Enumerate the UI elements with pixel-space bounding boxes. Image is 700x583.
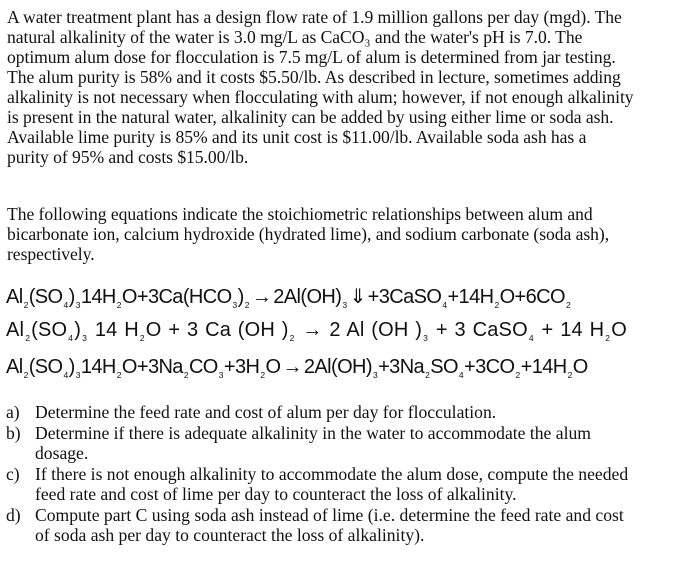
intro-line: optimum alum dose for flocculation is 7.5 mg/L of alum is determined from jar testing. [7,47,616,67]
question-line: dosage. [35,443,89,463]
eq-subscript: 2 [139,333,145,343]
eq-subscript: 2 [244,300,249,310]
eq-subscript: 2 [116,300,121,310]
eq-subscript: 4 [442,300,447,310]
eq-term: 14H [531,356,567,378]
eq-subscript: 4 [68,333,74,343]
eq-term: ) [68,356,75,378]
eq-subscript: 3 [218,370,223,380]
plus-sign: + [435,319,448,341]
eq-subscript: 2 [567,370,572,380]
eq-term: Al [6,319,25,341]
eq-subscript: 2 [605,333,611,343]
equations-intro-paragraph [7,204,697,264]
question-label: a) [6,402,20,422]
equation-alum-bicarbonate [6,284,571,310]
question-list [6,402,696,546]
eq-term: 2Al(OH) [303,356,372,378]
eq-term: 3CaSO [378,286,442,308]
plus-sign: + [447,286,459,308]
question-line: Determine if there is adequate alkalinity in the water to accommodate the alum [35,422,591,443]
eq-term: O [611,319,627,341]
question-line: of soda ash per day to counteract the loss of alkalinity). [35,525,425,545]
eq-term: 14 H [560,319,605,341]
plus-sign: + [514,286,526,308]
reaction-arrow: → [282,356,302,378]
reaction-arrow: → [302,319,323,341]
intro-line: A water treatment plant has a design flow rate of 1.9 million gallons per day (mgd). The [7,7,622,27]
eq-term: 3Na [389,356,425,378]
equation-alum-lime [6,317,627,343]
question-line: Compute part C using soda ash instead of lime (i.e. determine the feed rate and cost [35,504,624,525]
eq-term: 3CO [475,356,515,378]
eq-term: (SO [28,356,63,378]
eq-term: ) [68,286,75,308]
eq-term: 3 CaSO [454,319,528,341]
eq-term: 14H [80,356,116,378]
plus-sign: + [223,356,236,378]
question-label: b) [6,422,21,443]
eq-subscript: 2 [565,300,571,310]
eq-term: Al [6,356,23,378]
eq-term: O [145,319,162,341]
eq-term: 6CO [525,286,565,308]
eq-subscript: 4 [528,333,534,343]
plus-sign: + [136,356,148,378]
eq-term: Al [6,286,23,308]
intro-line: is present in the natural water, alkalinity can be added by using either lime or soda ash. [7,107,614,127]
intro-line: purity of 95% and costs $15.00/lb. [7,147,249,167]
eq-subscript: 3 [82,333,88,343]
eq-subscript: 4 [458,370,464,380]
eq-term: ) [237,286,244,308]
eq-term: O [121,356,137,378]
eq-term: (SO [28,286,63,308]
equations-intro-line: The following equations indicate the stoichiometric relationships between alum and [7,204,593,224]
eq-subscript: 2 [289,333,295,343]
eq-term: 2Al(OH) [273,286,342,308]
eq-subscript: 2 [260,370,265,380]
intro-line: The alum purity is 58% and it costs $5.50/lb. As described in lecture, sometimes adding [7,67,621,87]
problem-intro-paragraph [7,7,697,167]
question-d [6,505,696,546]
intro-line: alkalinity is not necessary when flocculating with alum; however, if not enough alkalinity [7,87,634,107]
eq-term: (SO [31,319,68,341]
question-c [6,464,696,505]
question-line: If there is not enough alkalinity to accommodate the alum dose, compute the needed [35,463,629,484]
eq-subscript: 3 [75,370,80,380]
eq-subscript: 3 [75,300,80,310]
eq-subscript: 2 [494,300,499,310]
eq-subscript: 2 [23,300,28,310]
plus-sign: + [168,319,181,341]
equation-alum-soda-ash [6,354,588,380]
eq-term: 14 H [94,319,139,341]
eq-term: CO [188,356,218,378]
plus-sign: + [464,356,476,378]
eq-subscript: 2 [25,333,31,343]
eq-term: 14H [80,286,116,308]
eq-subscript: 3 [372,370,378,380]
eq-subscript: 2 [116,370,121,380]
eq-subscript: 2 [425,370,430,380]
intro-line: Available lime purity is 85% and its unit cost is $11.00/lb. Available soda ash has a [7,127,587,147]
equations-intro-line: bicarbonate ion, calcium hydroxide (hydrated lime), and sodium carbonate (soda ash), [7,224,610,244]
eq-term: O [121,286,137,308]
reaction-arrow: → [251,286,272,308]
eq-term: O [572,356,588,378]
plus-sign: + [541,319,554,341]
question-b [6,423,696,464]
eq-subscript: 2 [183,370,188,380]
eq-term: 3Ca(HCO [147,286,232,308]
question-line: Determine the feed rate and cost of alum per day for flocculation. [35,402,497,422]
eq-subscript: 3 [342,300,347,310]
plus-sign: + [378,356,390,378]
plus-sign: + [136,286,148,308]
eq-subscript: 2 [515,370,520,380]
question-a [6,402,696,423]
plus-sign: + [520,356,532,378]
eq-subscript: 2 [23,370,28,380]
eq-term: 2 Al (OH ) [329,319,423,341]
eq-subscript: 3 [423,333,429,343]
eq-subscript: 3 [232,300,237,310]
eq-term: ) [74,319,82,341]
equations-intro-line: respectively. [7,244,95,264]
eq-term: 3Na [147,356,183,378]
eq-subscript: 4 [63,300,68,310]
eq-term: 14H [458,286,494,308]
precipitate-arrow: ⇓ [349,286,366,308]
question-line: feed rate and cost of lime per day to counteract the loss of alkalinity. [35,484,517,504]
plus-sign: + [367,286,379,308]
question-label: c) [6,463,20,484]
intro-line: natural alkalinity of the water is 3.0 mg/L as CaCO₃ and the water's pH is 7.0. The [7,27,583,47]
eq-term: 3 Ca (OH ) [186,319,289,341]
eq-term: O [265,356,281,378]
question-label: d) [6,504,21,525]
eq-term: 3H [235,356,260,378]
eq-subscript: 4 [63,370,68,380]
eq-term: O [499,286,515,308]
eq-term: SO [430,356,458,378]
